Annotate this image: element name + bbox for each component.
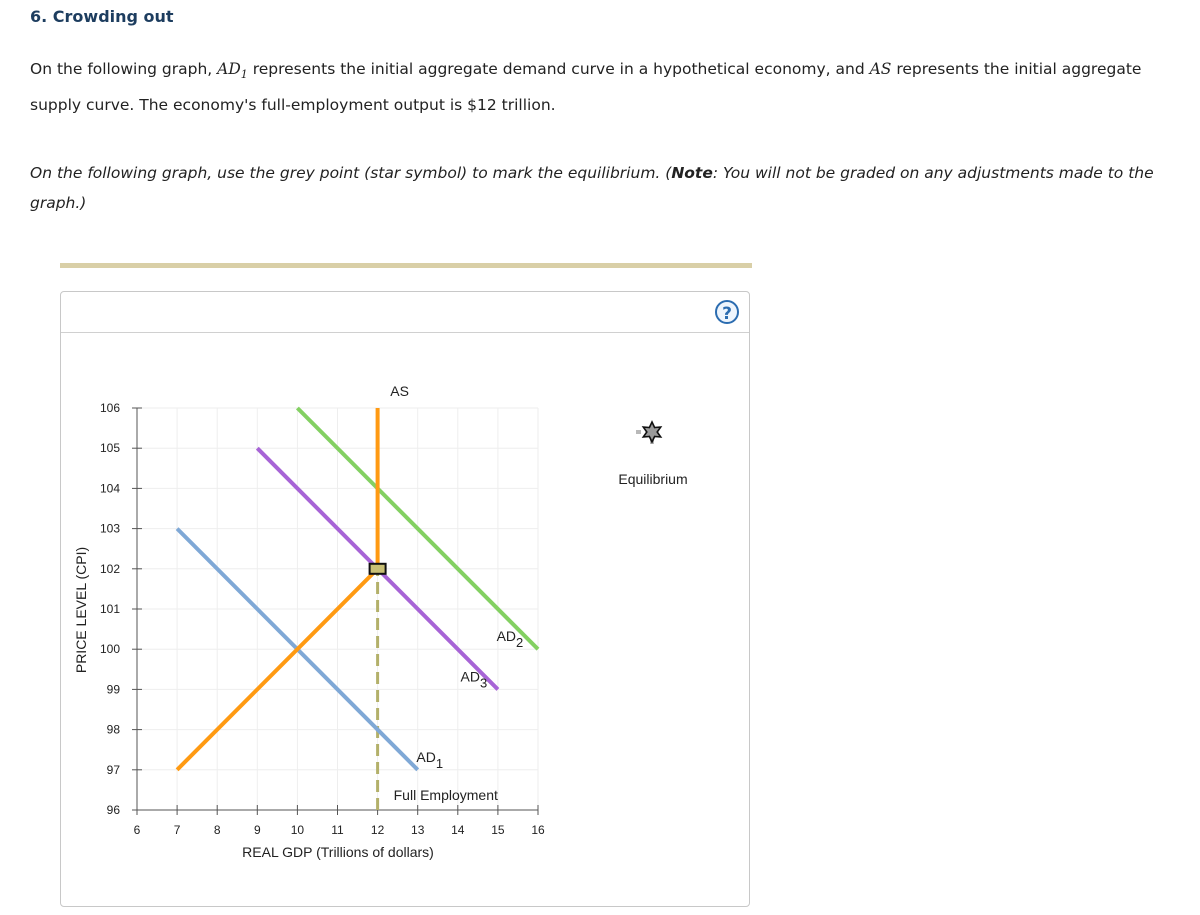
x-tick-label-12: 12 xyxy=(370,823,385,837)
x-tick-label-10: 10 xyxy=(290,823,305,837)
y-tick-label-98: 98 xyxy=(106,722,120,737)
x-tick-label-14: 14 xyxy=(451,823,465,837)
as-symbol: AS xyxy=(869,60,892,78)
series-labels xyxy=(390,383,523,803)
y-tick-label-105: 105 xyxy=(99,441,120,456)
y-tick-label-101: 101 xyxy=(99,602,120,616)
axes xyxy=(100,401,545,837)
y-tick-label-97: 97 xyxy=(106,762,120,777)
legend-label-equilibrium: Equilibrium xyxy=(618,471,688,487)
equilibrium-marker[interactable] xyxy=(370,564,386,574)
series-label-ad3: AD3 xyxy=(460,668,488,691)
x-tick-label-11: 11 xyxy=(331,823,344,837)
question-instruction: On the following graph, use the grey point (star symbol) to mark the equilibrium. (Note: You will not be graded on any adjustments made to the graph.) xyxy=(30,164,1154,212)
series-label-as: AS xyxy=(390,382,409,399)
y-tick-label-100: 100 xyxy=(99,642,120,657)
x-tick-label-7: 7 xyxy=(173,823,181,837)
x-tick-label-13: 13 xyxy=(411,823,425,837)
x-tick-label-15: 15 xyxy=(491,823,505,837)
question-intro: On the following graph, $AD_1$ represents the initial aggregate demand curve in a hypothetical economy, and AS represents the initial aggregate supply curve. The economy's full-employment output is $12 trillion. xyxy=(30,60,1142,115)
x-axis-title: REAL GDP (Trillions of dollars) xyxy=(242,844,434,860)
equilibrium-marker-layer[interactable] xyxy=(370,564,386,574)
x-tick-label-6: 6 xyxy=(133,823,141,837)
y-tick-label-102: 102 xyxy=(99,561,120,576)
ad1-symbol: $AD_1$ xyxy=(217,60,248,82)
series-label-ad1: AD1 xyxy=(416,748,444,771)
series-label-full-employment: Full Employment xyxy=(393,786,498,803)
series-label-ad2: AD2 xyxy=(496,628,524,651)
note-label: Note xyxy=(671,164,713,182)
y-tick-label-99: 99 xyxy=(106,682,120,697)
y-tick-label-106: 106 xyxy=(99,401,120,415)
x-tick-label-9: 9 xyxy=(253,823,261,837)
x-tick-label-16: 16 xyxy=(531,823,545,837)
y-axis-title: PRICE LEVEL (CPI) xyxy=(73,546,89,674)
series-line-as[interactable] xyxy=(177,408,378,770)
y-tick-label-104: 104 xyxy=(99,481,120,496)
y-tick-label-96: 96 xyxy=(106,803,120,817)
question-title: 6. Crowding out xyxy=(30,7,174,26)
star-icon[interactable] xyxy=(636,422,661,444)
legend xyxy=(618,422,687,487)
x-tick-label-8: 8 xyxy=(213,823,221,837)
y-tick-label-103: 103 xyxy=(99,521,120,536)
help-button[interactable]: ? xyxy=(715,300,739,324)
